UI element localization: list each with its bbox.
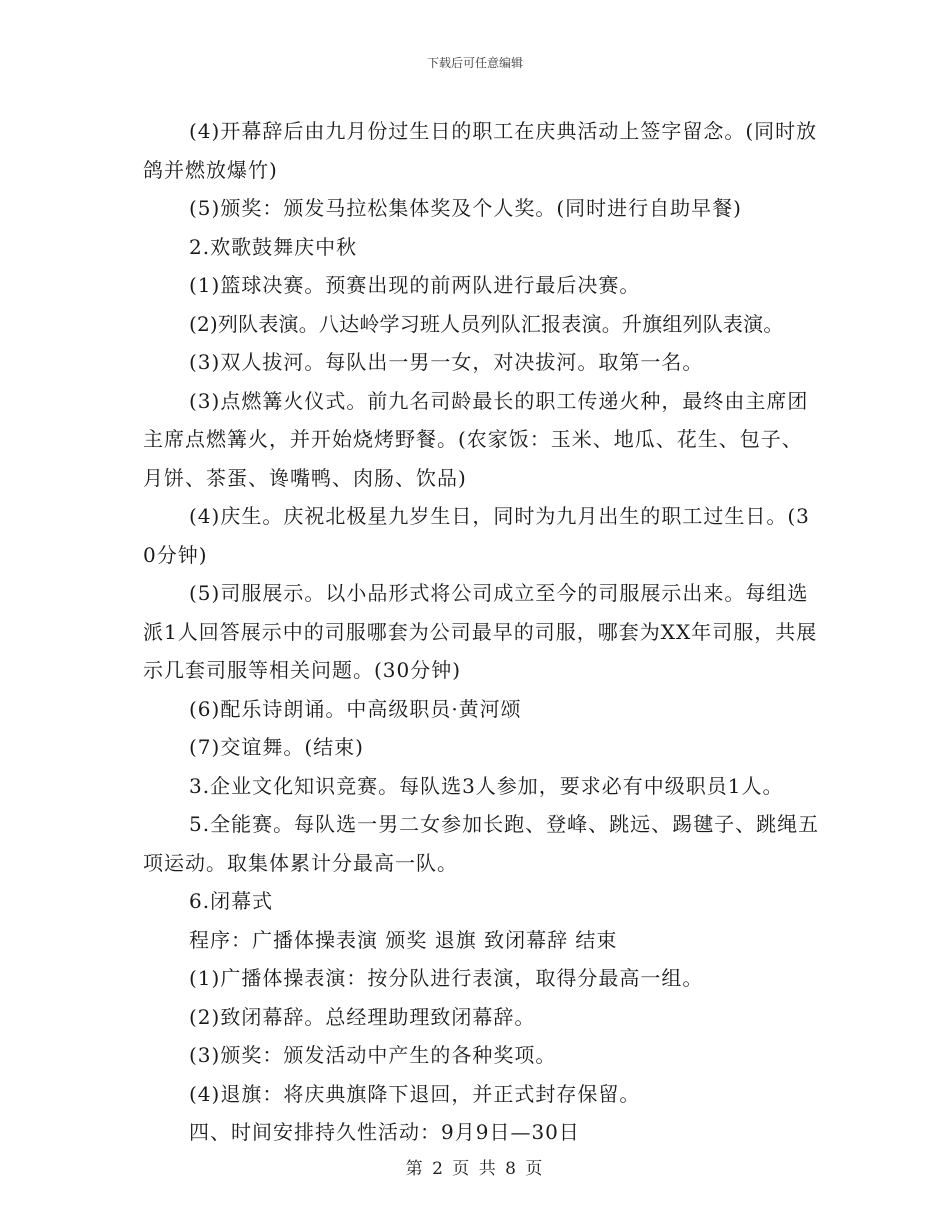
paragraph: (2)列队表演。八达岭学习班人员列队汇报表演。升旗组列队表演。 — [189, 311, 784, 336]
paragraph: (5)颁奖：颁发马拉松集体奖及个人奖。(同时进行自助早餐) — [189, 196, 742, 220]
paragraph: (4)退旗：将庆典旗降下退回，并正式封存保留。 — [189, 1081, 641, 1106]
paragraph: 6.闭幕式 — [189, 889, 274, 913]
paragraph: (7)交谊舞。(结束) — [189, 735, 364, 759]
paragraph: (3)点燃篝火仪式。前九名司龄最长的职工传递火种，最终由主席团主席点燃篝火，并开始烧烤野餐。(农家饭：玉米、地瓜、花生、包子、月饼、茶蛋、谗嘴鸭、肉肠、饮品) — [143, 388, 809, 490]
paragraph: 2.欢歌鼓舞庆中秋 — [189, 234, 358, 259]
paragraph: (4)开幕辞后由九月份过生日的职工在庆典活动上签字留念。(同时放鸽并燃放爆竹) — [143, 119, 818, 182]
paragraph: (3)双人拔河。每队出一男一女，对决拔河。取第一名。 — [189, 350, 704, 374]
page-header-note: 下载后可任意编辑 — [426, 56, 523, 70]
paragraph: (1)篮球决赛。预赛出现的前两队进行最后决赛。 — [189, 273, 641, 297]
paragraph: (2)致闭幕辞。总经理助理致闭幕辞。 — [189, 1004, 536, 1029]
paragraph: 程序：广播体操表演 颁奖 退旗 致闭幕辞 结束 — [189, 927, 618, 952]
page-number-footer: 第 2 页 共 8 页 — [405, 1159, 545, 1179]
paragraph: 5.全能赛。每队选一男二女参加长跑、登峰、跳远、踢毽子、跳绳五项运动。取集体累计分最高一队。 — [143, 812, 820, 875]
paragraph: 四、时间安排持久性活动：9月9日—30日 — [189, 1120, 580, 1144]
paragraph: (4)庆生。庆祝北极星九岁生日，同时为九月出生的职工过生日。(30分钟) — [143, 504, 810, 567]
document-body — [143, 112, 823, 1152]
paragraph: (3)颁奖：颁发活动中产生的各种奖项。 — [189, 1043, 557, 1067]
paragraph: (6)配乐诗朗诵。中高级职员·黄河颂 — [189, 696, 522, 721]
paragraph: (5)司服展示。以小品形式将公司成立至今的司服展示出来。每组选派1人回答展示中的司服哪套为公司最早的司服，哪套为XX年司服，共展示几套司服等相关问题。(30分钟) — [143, 581, 818, 682]
paragraph: 3.企业文化知识竞赛。每队选3人参加，要求必有中级职员1人。 — [189, 773, 784, 798]
paragraph: (1)广播体操表演：按分队进行表演，取得分最高一组。 — [189, 966, 704, 990]
